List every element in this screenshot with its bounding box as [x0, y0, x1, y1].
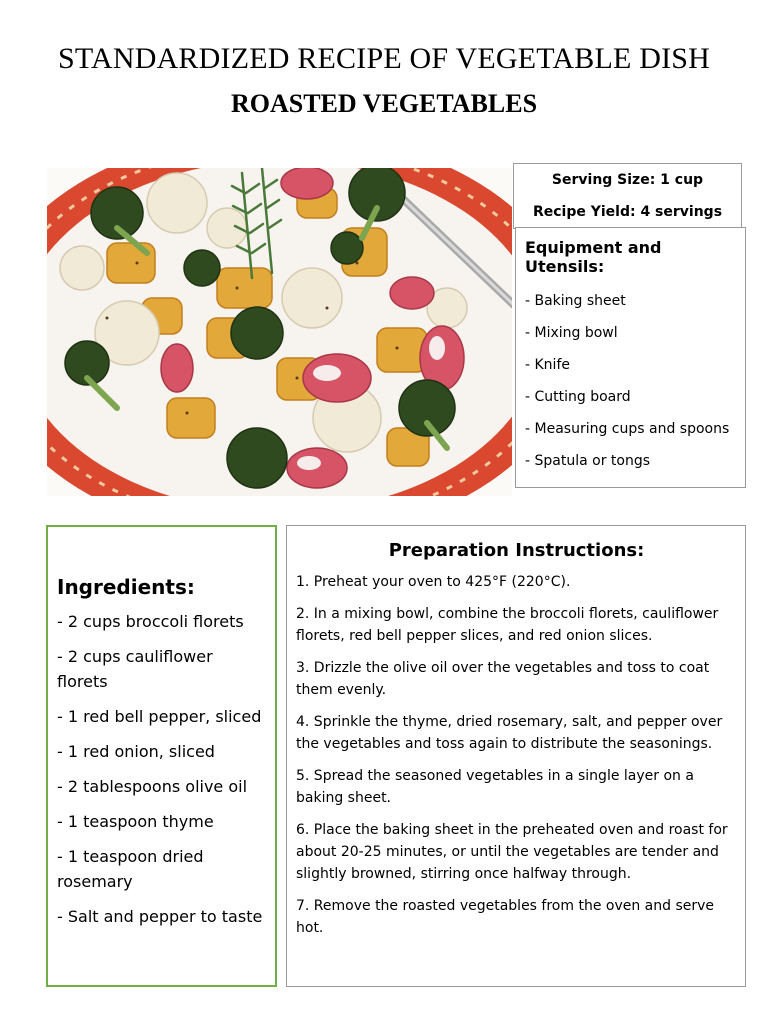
preparation-box — [286, 525, 746, 987]
list-item: 6. Place the baking sheet in the preheated oven and roast for about 20-25 minutes, or until the vegetables are tender and slightly browned, stirring once halfway through. — [296, 822, 728, 882]
list-item: - 2 cups cauliflower florets — [57, 647, 213, 691]
equipment-box — [515, 227, 746, 488]
serving-info-box — [513, 163, 742, 229]
list-item: - 2 cups broccoli florets — [57, 612, 244, 631]
list-item: - Knife — [525, 357, 570, 373]
list-item: 3. Drizzle the olive oil over the vegetables and toss to coat them evenly. — [296, 660, 710, 698]
list-item: 2. In a mixing bowl, combine the broccoli florets, cauliflower florets, red bell pepper slices, and red onion slices. — [296, 606, 719, 644]
roasted-vegetables-photo — [47, 168, 512, 496]
list-item: - Mixing bowl — [525, 325, 618, 341]
list-item: - Baking sheet — [525, 293, 626, 309]
list-item: - 1 red onion, sliced — [57, 742, 215, 761]
recipe-yield: Recipe Yield: 4 servings — [532, 204, 723, 220]
list-item: 7. Remove the roasted vegetables from the oven and serve hot. — [296, 898, 715, 936]
list-item: 1. Preheat your oven to 425°F (220°C). — [296, 574, 571, 590]
ingredients-heading: Ingredients: — [57, 575, 195, 599]
list-item: - 1 red bell pepper, sliced — [57, 707, 262, 726]
list-item: - 2 tablespoons olive oil — [57, 777, 248, 796]
equipment-list — [525, 290, 737, 472]
equipment-heading: Equipment and Utensils: — [525, 238, 662, 276]
list-item: - 1 teaspoon thyme — [57, 812, 214, 831]
list-item: - Salt and pepper to taste — [57, 907, 263, 926]
list-item: - Cutting board — [525, 389, 631, 405]
list-item: 5. Spread the seasoned vegetables in a single layer on a baking sheet. — [296, 768, 694, 806]
list-item: - 1 teaspoon dried rosemary — [57, 847, 204, 891]
list-item: - Measuring cups and spoons — [525, 421, 730, 437]
document-title: STANDARDIZED RECIPE OF VEGETABLE DISH — [57, 42, 711, 75]
list-item: 4. Sprinkle the thyme, dried rosemary, salt, and pepper over the vegetables and toss again to distribute the seasonings. — [296, 714, 723, 752]
serving-size: Serving Size: 1 cup — [551, 172, 704, 188]
recipe-name: ROASTED VEGETABLES — [230, 89, 538, 118]
preparation-heading: Preparation Instructions: — [388, 540, 645, 561]
preparation-steps — [296, 571, 737, 939]
ingredients-list — [57, 609, 267, 929]
ingredients-box — [46, 525, 277, 987]
list-item: - Spatula or tongs — [525, 453, 651, 469]
